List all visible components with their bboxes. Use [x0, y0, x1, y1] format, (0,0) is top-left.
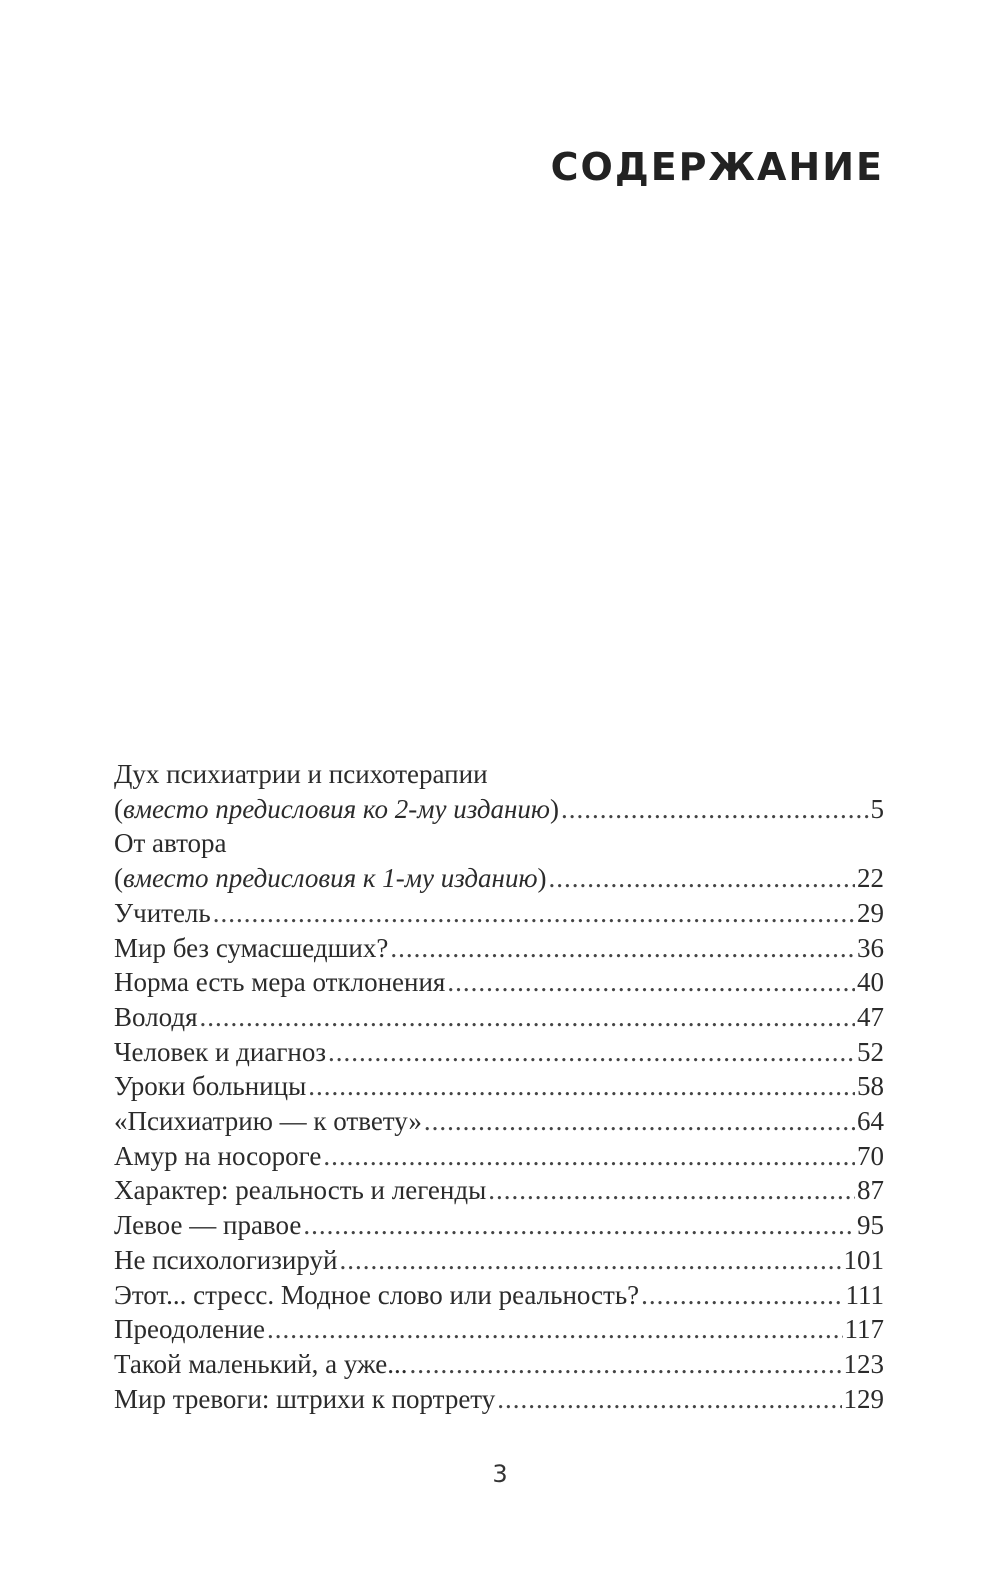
dot-leader: [447, 965, 855, 1000]
toc-entry[interactable]: [114, 1104, 884, 1139]
toc-entry-page: 70: [857, 1140, 884, 1171]
dot-leader: [641, 1278, 843, 1313]
toc-entry-title: Мир без сумасшедших?: [114, 932, 389, 963]
table-of-contents: [114, 757, 884, 1416]
dot-leader: [390, 931, 855, 966]
page-number: 3: [492, 1460, 508, 1488]
toc-entry-page: 47: [857, 1001, 884, 1032]
toc-entry[interactable]: [114, 1312, 884, 1347]
toc-entry[interactable]: [114, 826, 884, 895]
toc-entry-page: 40: [857, 967, 884, 998]
toc-entry-page: 29: [857, 897, 884, 928]
toc-entry[interactable]: [114, 1208, 884, 1243]
page-title: СОДЕРЖАНИЕ: [550, 145, 884, 189]
toc-entry-page: 64: [857, 1106, 884, 1137]
dot-leader: [339, 1243, 841, 1278]
toc-entry-title: Не психологизируй: [114, 1244, 338, 1275]
toc-entry-title: Такой маленький, а уже...: [114, 1348, 408, 1379]
toc-entry-title: Мир тревоги: штрихи к портрету: [114, 1383, 496, 1414]
dot-leader: [213, 896, 855, 931]
toc-entry-title: Этот... стресс. Модное слово или реальность?: [114, 1279, 640, 1310]
toc-entry-page: 87: [857, 1175, 884, 1206]
toc-entry-page: 58: [857, 1071, 884, 1102]
dot-leader: [497, 1382, 841, 1417]
toc-entry-page: 111: [845, 1279, 884, 1310]
toc-entry-title: От автора: [114, 828, 227, 859]
toc-entry-page: 52: [857, 1036, 884, 1067]
dot-leader: [410, 1347, 842, 1382]
toc-entry-title: Амур на носороге: [114, 1140, 322, 1171]
toc-entry[interactable]: [114, 757, 884, 826]
toc-entry-title: Человек и диагноз: [114, 1036, 327, 1067]
dot-leader: [323, 1139, 855, 1174]
toc-entry-title-line: [114, 757, 884, 792]
toc-entry-page: 117: [844, 1314, 884, 1345]
toc-entry-subtitle: (вместо предисловия ко 2-му изданию): [114, 793, 559, 824]
toc-entry[interactable]: [114, 1000, 884, 1035]
toc-entry-title: Характер: реальность и легенды: [114, 1175, 487, 1206]
toc-entry-title: Норма есть мера отклонения: [114, 967, 446, 998]
toc-entry[interactable]: [114, 1139, 884, 1174]
dot-leader: [200, 1000, 855, 1035]
dot-leader: [488, 1173, 855, 1208]
dot-leader: [424, 1104, 855, 1139]
toc-entry[interactable]: [114, 1243, 884, 1278]
toc-entry-title: Дух психиатрии и психотерапии: [114, 759, 488, 789]
toc-entry-title: Левое — правое: [114, 1210, 302, 1241]
toc-entry-title: Преодоление: [114, 1314, 265, 1345]
toc-entry-title: «Психиатрию — к ответу»: [114, 1106, 422, 1137]
dot-leader: [308, 1069, 855, 1104]
toc-entry-title-line: [114, 826, 884, 861]
toc-entry-subtitle-line: [114, 792, 884, 827]
toc-entry[interactable]: [114, 1278, 884, 1313]
toc-entry[interactable]: [114, 1382, 884, 1417]
toc-entry[interactable]: [114, 1069, 884, 1104]
toc-entry[interactable]: [114, 1347, 884, 1382]
toc-entry[interactable]: [114, 931, 884, 966]
dot-leader: [303, 1208, 855, 1243]
toc-entry[interactable]: [114, 965, 884, 1000]
toc-entry-page: 129: [843, 1383, 884, 1414]
toc-entry-title: Володя: [114, 1001, 198, 1032]
dot-leader: [549, 861, 856, 896]
toc-entry-subtitle-line: [114, 861, 884, 896]
toc-entry[interactable]: [114, 1035, 884, 1070]
toc-entry-page: 101: [843, 1244, 884, 1275]
toc-entry-page: 5: [870, 793, 884, 824]
toc-entry-page: 95: [857, 1210, 884, 1241]
toc-entry-title: Учитель: [114, 897, 211, 928]
dot-leader: [267, 1312, 843, 1347]
toc-entry[interactable]: [114, 1173, 884, 1208]
toc-entry-page: 22: [857, 863, 884, 894]
dot-leader: [561, 792, 869, 827]
toc-entry-page: 123: [843, 1348, 884, 1379]
dot-leader: [328, 1035, 855, 1070]
toc-entry-page: 36: [857, 932, 884, 963]
toc-entry-subtitle: (вместо предисловия к 1-му изданию): [114, 863, 547, 894]
toc-entry-title: Уроки больницы: [114, 1071, 307, 1102]
toc-entry[interactable]: [114, 896, 884, 931]
